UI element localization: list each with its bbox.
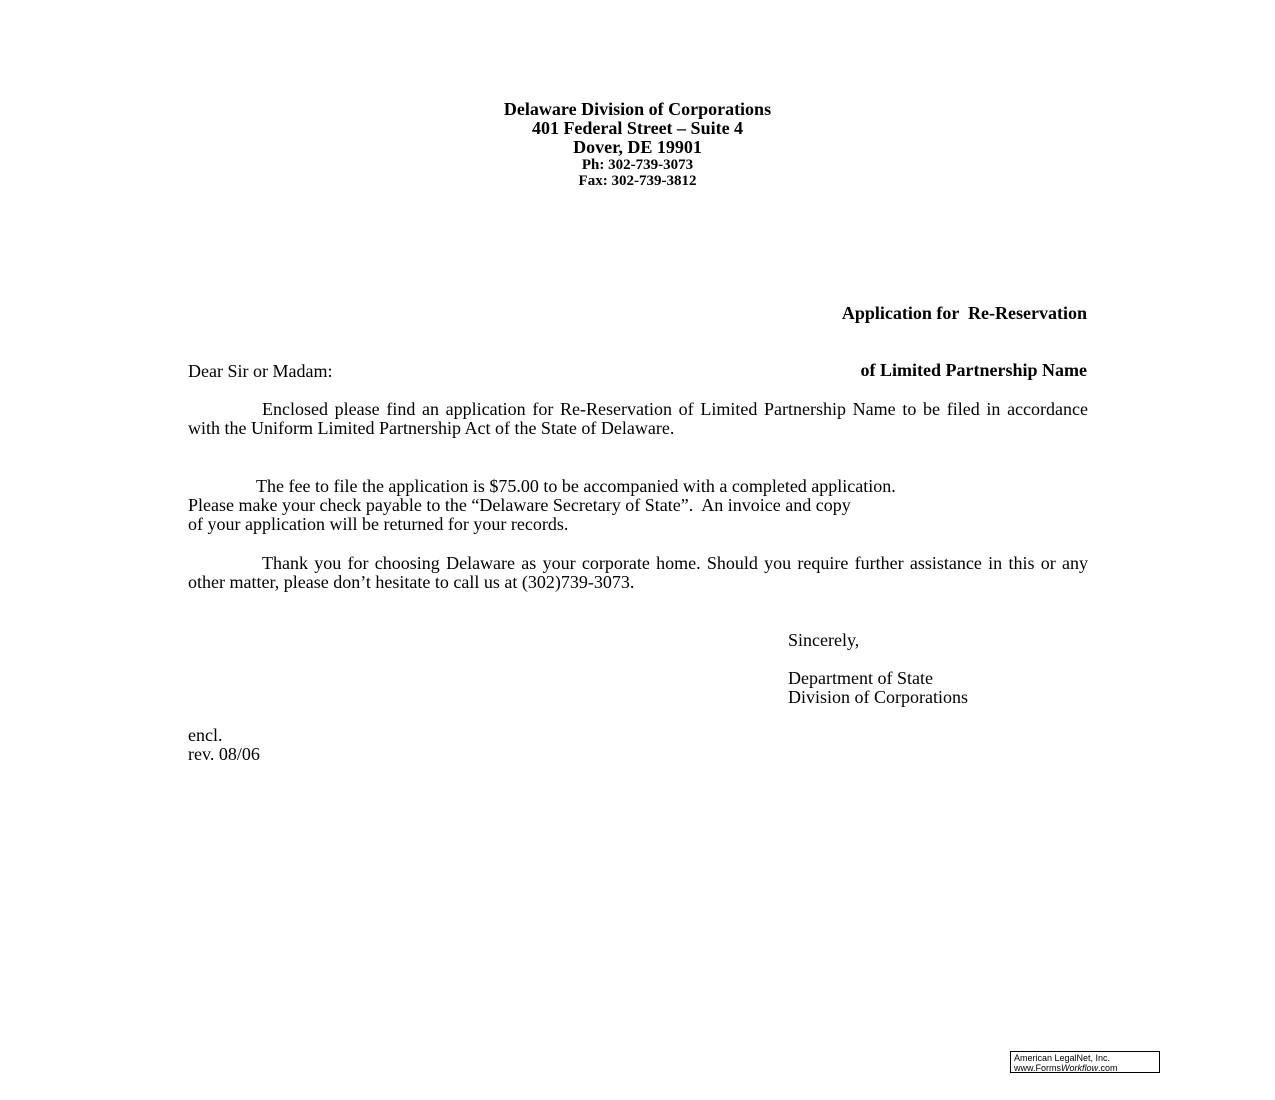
paragraph-fee xyxy=(188,477,1158,535)
city-address: Dover, DE 19901 xyxy=(573,137,702,157)
document-title xyxy=(842,266,1087,399)
stamp-line-2: www.FormsWorkflow.com xyxy=(1014,1063,1118,1073)
closing: Sincerely, xyxy=(788,630,860,650)
signature-block xyxy=(788,669,968,707)
org-name: Delaware Division of Corporations xyxy=(503,99,772,119)
fax-number: Fax: 302-739-3812 xyxy=(578,173,697,189)
paragraph-fee-line-1: The fee to file the application is $75.00 to be accompanied with a completed application. xyxy=(256,476,896,496)
publisher-stamp xyxy=(1010,1051,1160,1073)
phone-number: Ph: 302-739-3073 xyxy=(581,157,694,173)
paragraph-thanks-text: Thank you for choosing Delaware as your corporate home. Should you require further assistance in this or any other matter, please don’t hesitate to call us at (302)739-3073. xyxy=(188,553,1088,593)
paragraph-thanks xyxy=(188,554,1088,592)
salutation: Dear Sir or Madam: xyxy=(188,361,333,381)
letterhead xyxy=(0,100,1275,189)
enclosure-note xyxy=(188,726,260,764)
paragraph-fee-line-3: of your application will be returned for your records. xyxy=(188,514,569,535)
revision-label: rev. 08/06 xyxy=(188,744,260,765)
signature-line-1: Department of State xyxy=(788,668,933,688)
signature-line-2: Division of Corporations xyxy=(788,687,968,708)
title-line-2: of Limited Partnership Name xyxy=(860,360,1087,380)
paragraph-enclosed-text: Enclosed please find an application for Re-Reservation of Limited Partnership Name to be filed in accordance with the Uniform Limited Partnership Act of the State of Delaware. xyxy=(188,399,1088,439)
paragraph-enclosed xyxy=(188,400,1088,438)
title-line-1: Application for Re-Reservation xyxy=(841,303,1087,323)
street-address: 401 Federal Street – Suite 4 xyxy=(531,118,744,138)
paragraph-fee-line-2: Please make your check payable to the “Delaware Secretary of State”. An invoice and copy xyxy=(188,495,851,516)
enclosure-label: encl. xyxy=(188,725,223,745)
stamp-line-1: American LegalNet, Inc. xyxy=(1014,1053,1111,1063)
stamp-italic: Workflow xyxy=(1061,1063,1099,1073)
